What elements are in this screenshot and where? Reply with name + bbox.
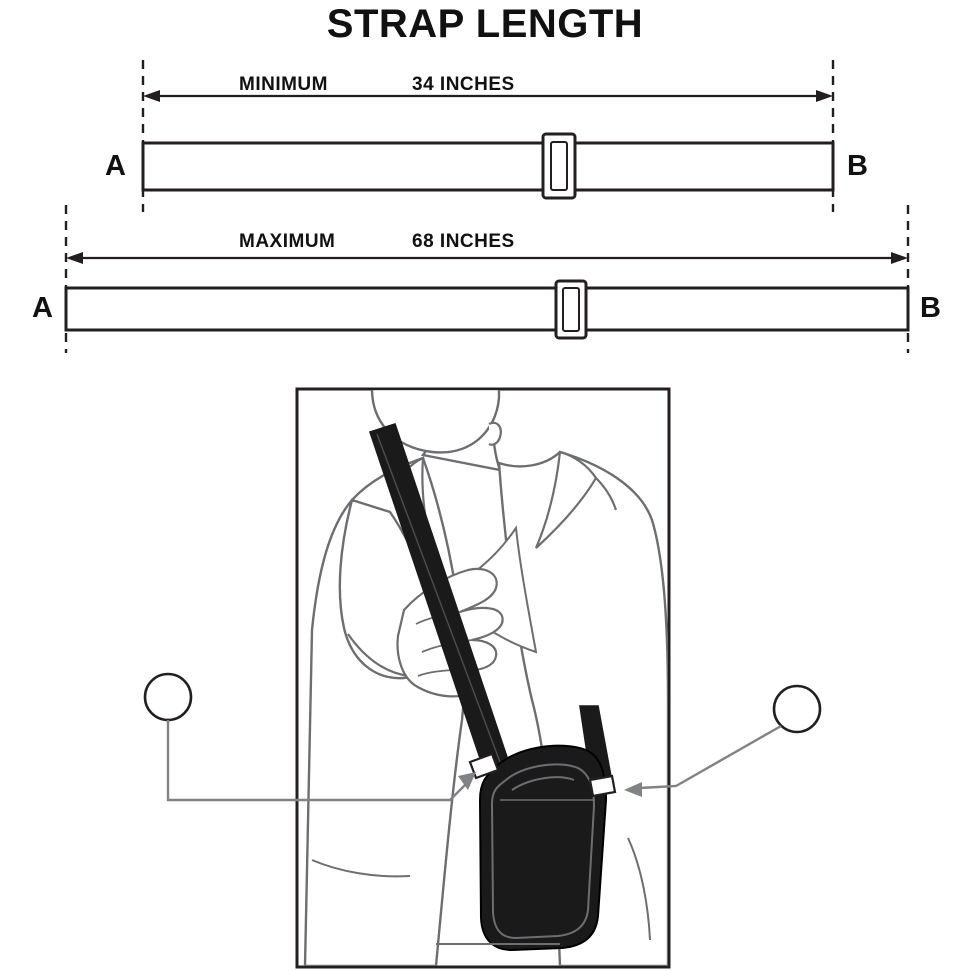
maximum-value: 68 INCHES [412,231,515,252]
maximum-strap-keeper-inner [563,288,579,331]
minimum-end-a: A [105,150,126,182]
figure-ear [489,423,501,445]
bag [480,746,606,950]
minimum-label: MINIMUM [239,74,328,95]
callout-b-circle [774,686,820,732]
minimum-strap-keeper-inner [551,142,567,190]
minimum-value: 34 INCHES [412,74,515,95]
minimum-strap-group [143,60,833,212]
minimum-strap-body [143,143,833,190]
minimum-end-b: B [847,150,868,182]
strap-clip-b [590,776,615,796]
bag-inner-panel [492,764,594,938]
page-title: STRAP LENGTH [326,2,644,46]
minimum-dimension-arrow [143,90,833,102]
maximum-end-a: A [32,292,53,324]
maximum-end-b: B [920,292,941,324]
maximum-label: MAXIMUM [239,231,336,252]
callout-a-circle [145,674,191,720]
maximum-strap-group [66,205,908,353]
maximum-strap-body [66,288,908,330]
maximum-dimension-arrow [66,252,908,264]
